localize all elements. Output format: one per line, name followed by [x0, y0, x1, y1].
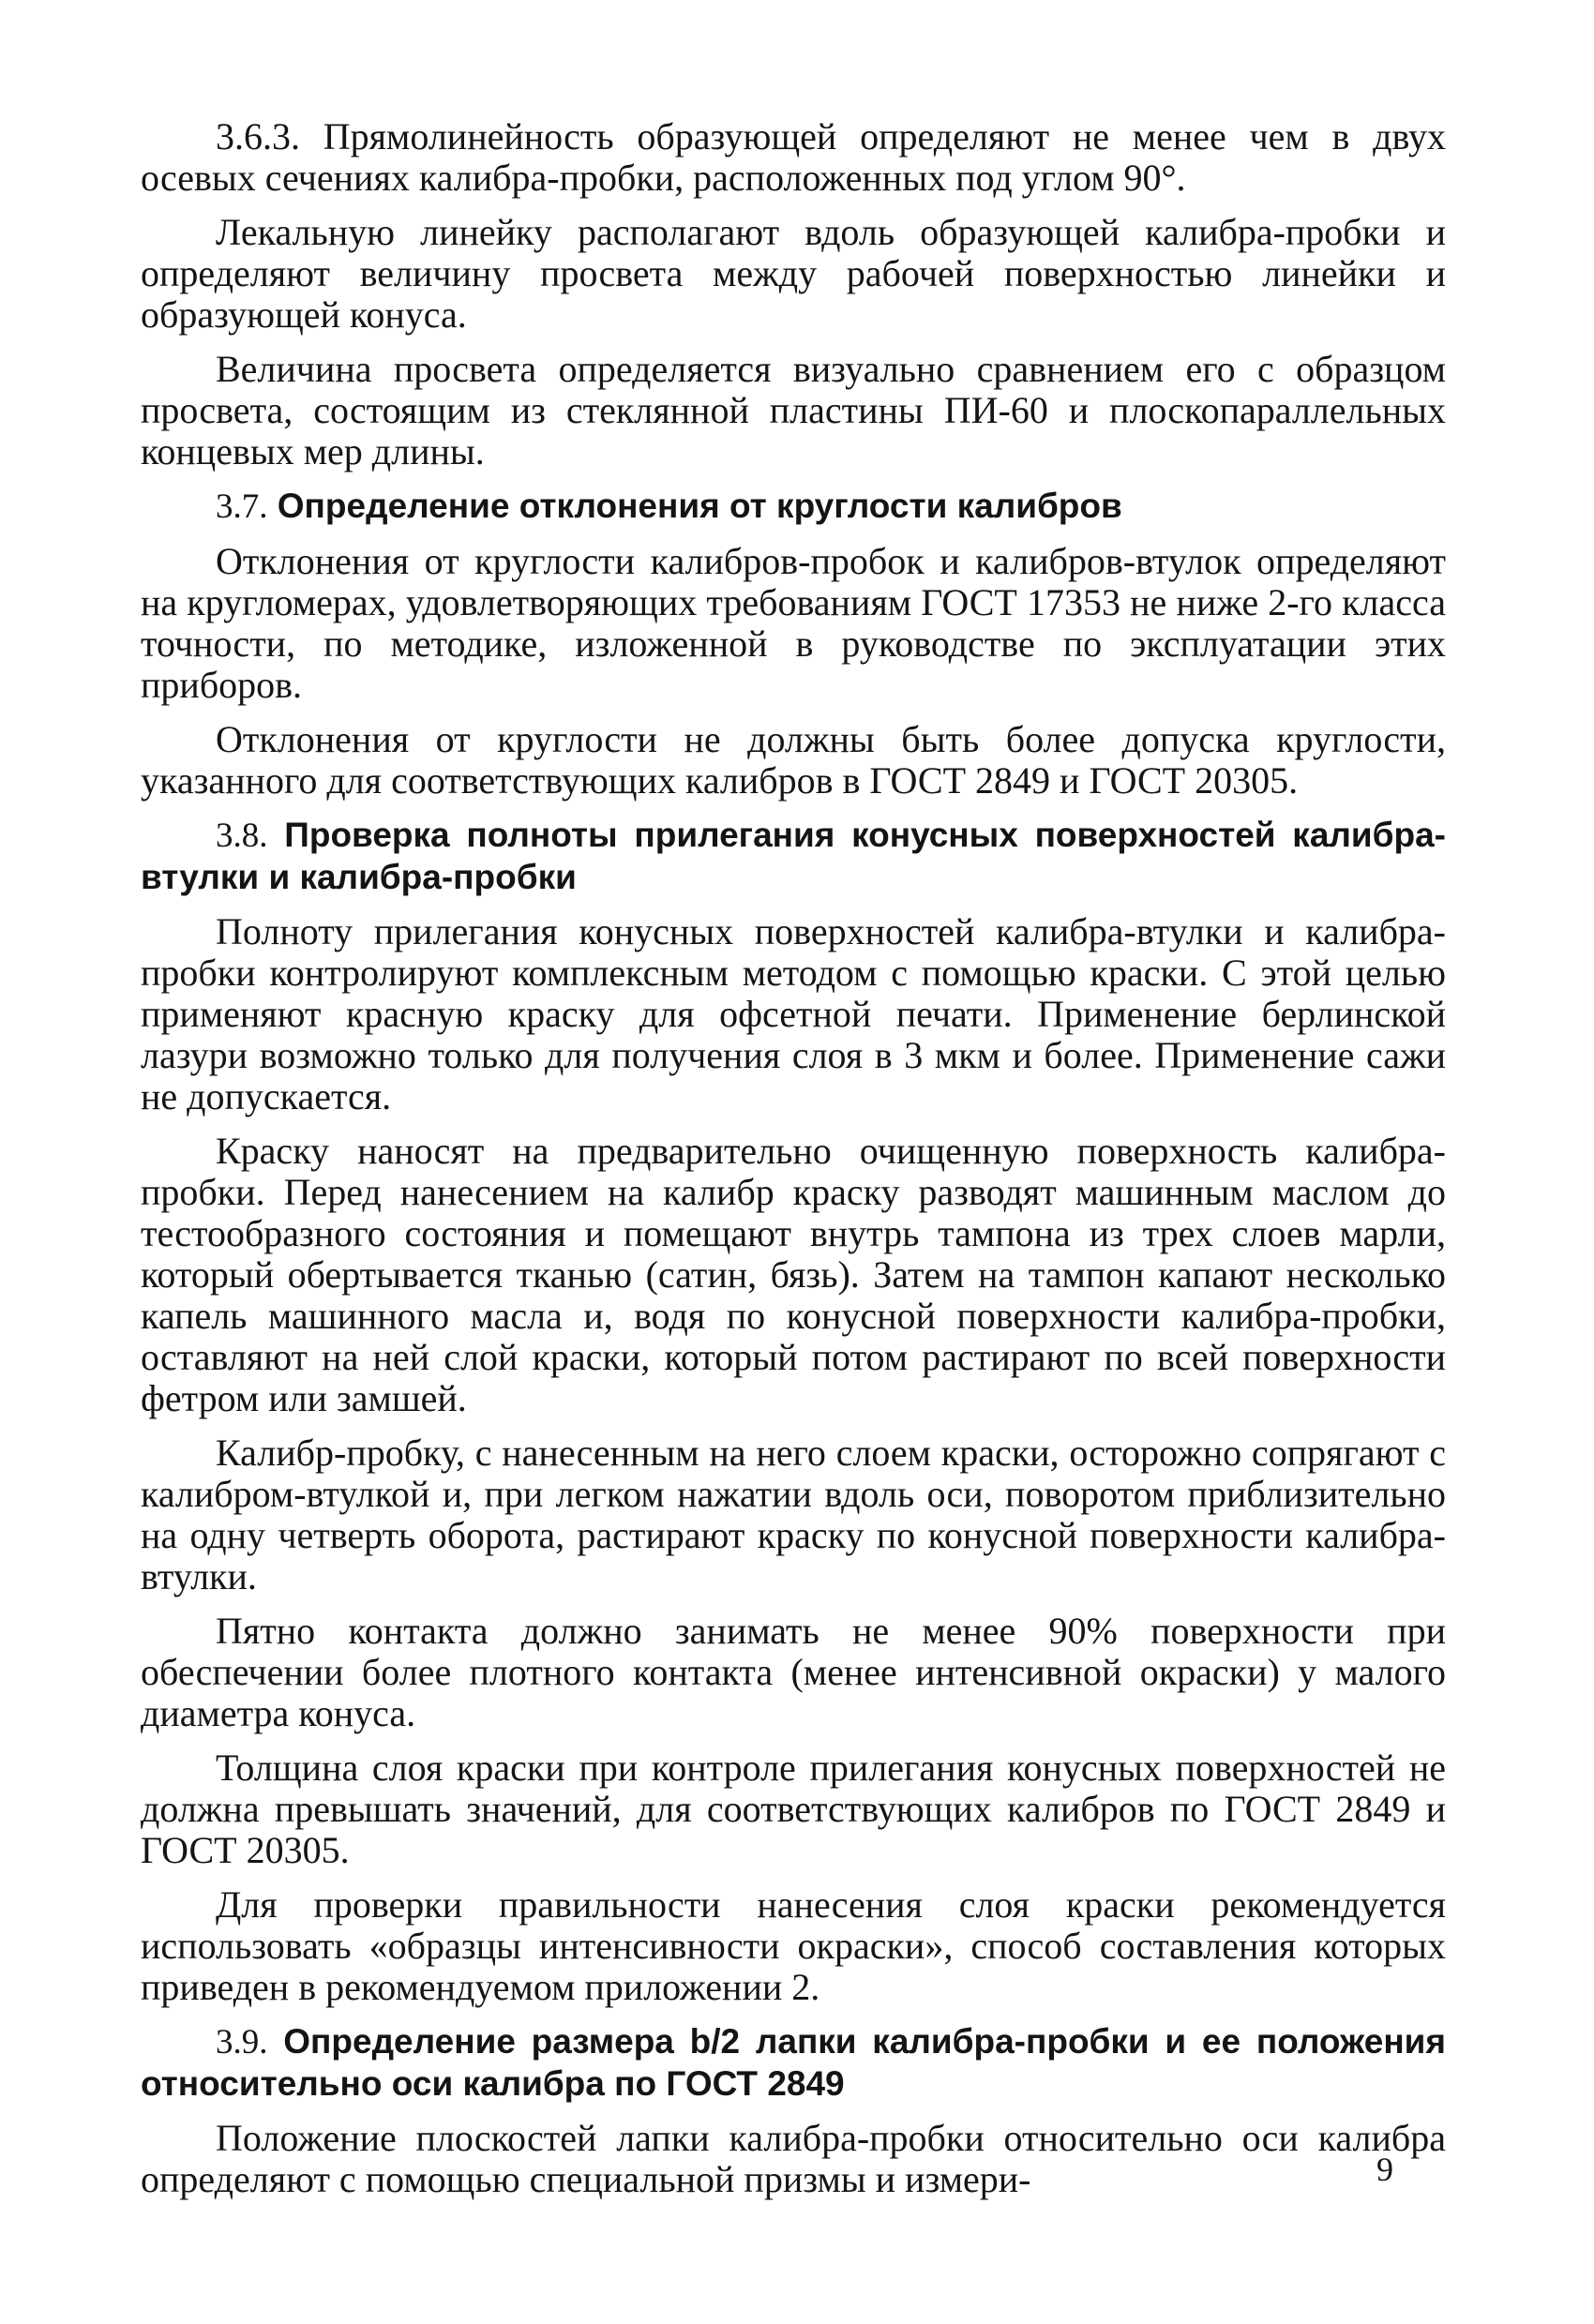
paragraph-ruler: Лекальную линейку располагают вдоль образующей калибра-пробки и определяют величину просвета между рабочей поверхностью линейки и образующей конуса. — [141, 211, 1446, 336]
paragraph-lug-position: Положение плоскостей лапки калибра-пробки относительно оси калибра определяют с помощью специальной призмы и измери- — [141, 2117, 1446, 2200]
page-number: 9 — [1376, 2151, 1393, 2188]
paragraph-paint-application: Краску наносят на предварительно очищенную поверхность калибра-пробки. Перед нанесением на калибр краску разводят машинным маслом до тестообразного состояния и помещают внутрь тампона из трех слоев марли, который обертывается тканью (сатин, бязь). Затем на тампон капают несколько капель машинного масла и, водя по конусной поверхности калибра-пробки, оставляют на ней слой краски, который потом растирают по всей поверхности фетром или замшей. — [141, 1130, 1446, 1419]
paragraph-roundness-tolerance: Отклонения от круглости не должны быть более допуска круглости, указанного для соответствующих калибров в ГОСТ 2849 и ГОСТ 20305. — [141, 718, 1446, 802]
section-title: Определение отклонения от круглости калибров — [277, 487, 1122, 525]
paragraph-roundness-method: Отклонения от круглости калибров-пробок и калибров-втулок определяют на кругломерах, удовлетворяющих требованиям ГОСТ 17353 не ниже 2-го класса точности, по методике, изложенной в руководстве по эксплуатации этих приборов. — [141, 540, 1446, 706]
section-number: 3.8. — [216, 817, 268, 855]
section-number: 3.7. — [216, 487, 268, 526]
paragraph-contact-spot: Пятно контакта должно занимать не менее 90% поверхности при обеспечении более плотного контакта (менее интенсивной окраски) у малого диаметра конуса. — [141, 1610, 1446, 1734]
section-heading-3-8 — [141, 815, 1446, 898]
text-column — [141, 116, 1446, 2213]
section-title: Проверка полноты прилегания конусных поверхностей калибра-втулки и калибра-пробки — [141, 816, 1446, 896]
section-heading-3-9 — [141, 2021, 1446, 2105]
paragraph-layer-thickness: Толщина слоя краски при контроле прилегания конусных поверхностей не должна превышать значений, для соответствующих калибров по ГОСТ 2849 и ГОСТ 20305. — [141, 1747, 1446, 1871]
paragraph-mating: Калибр-пробку, с нанесенным на него слоем краски, осторожно сопрягают с калибром-втулкой и, при легком нажатии вдоль оси, поворотом приблизительно на одну четверть оборота, растирают краску по конусной поверхности калибра-втулки. — [141, 1432, 1446, 1597]
paragraph-paint-method: Полноту прилегания конусных поверхностей калибра-втулки и калибра-пробки контролируют комплексным методом с помощью краски. С этой целью применяют красную краску для офсетной печати. Применение берлинской лазури возможно только для получения слоя в 3 мкм и более. Применение сажи не допускается. — [141, 910, 1446, 1117]
section-title: Определение размера b/2 лапки калибра-пробки и ее положения относительно оси калибра по ГОСТ 2849 — [141, 2022, 1447, 2103]
section-heading-3-7 — [141, 486, 1446, 528]
section-number: 3.9. — [216, 2023, 268, 2062]
paragraph-3-6-3: 3.6.3. Прямолинейность образующей определяют не менее чем в двух осевых сечениях калибра-пробки, расположенных под углом 90°. — [141, 115, 1446, 199]
paragraph-gap-sample: Величина просвета определяется визуально сравнением его с образцом просвета, состоящим из стеклянной пластины ПИ-60 и плоскопараллельных концевых мер длины. — [141, 348, 1446, 472]
paragraph-samples: Для проверки правильности нанесения слоя краски рекомендуется использовать «образцы интенсивности окраски», способ составления которых приведен в рекомендуемом приложении 2. — [141, 1883, 1446, 2008]
